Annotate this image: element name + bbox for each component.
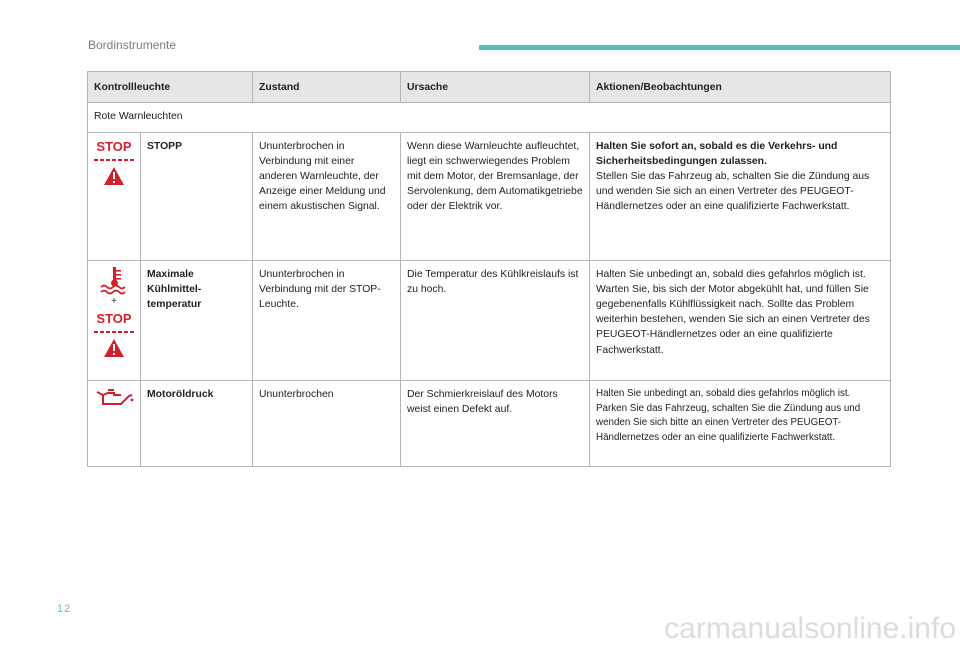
cause-text: Die Temperatur des Kühlkreislaufs ist zu hoch.	[401, 261, 590, 381]
indicator-name: Maximale Kühlmittel-temperatur	[141, 261, 253, 381]
indicator-icon-cell	[88, 133, 141, 261]
warning-lights-table	[87, 71, 891, 467]
table-header-row	[88, 72, 891, 103]
watermark: carmanualsonline.info	[664, 612, 956, 645]
warning-triangle-icon	[103, 338, 125, 358]
indicator-name: STOPP	[141, 133, 253, 261]
column-header-actions: Aktionen/Beobachtungen	[590, 72, 891, 103]
column-header-indicator: Kontrollleuchte	[88, 72, 253, 103]
cause-text: Wenn diese Warnleuchte aufleuchtet, liegt ein schwerwiegendes Problem mit dem Motor, der Bremsanlage, der Servolenkung, dem Automatikgetriebe oder der Elektrik vor.	[401, 133, 590, 261]
page-number: 12	[57, 603, 72, 615]
section-accent-bar	[479, 45, 960, 50]
table-row	[88, 261, 891, 381]
indicator-icon-cell	[88, 261, 141, 381]
indicator-name: Motoröldruck	[141, 381, 253, 467]
table-row	[88, 381, 891, 467]
condition-text: Ununterbrochen	[253, 381, 401, 467]
svg-text:STOP: STOP	[96, 139, 132, 155]
indicator-icon-cell	[88, 381, 141, 467]
plus-sign: +	[111, 296, 117, 308]
section-title: Bordinstrumente	[88, 38, 177, 52]
svg-text:STOP: STOP	[96, 311, 132, 327]
action-cell	[590, 133, 891, 261]
column-header-cause: Ursache	[401, 72, 590, 103]
group-row	[88, 103, 891, 133]
oil-can-icon	[94, 385, 134, 409]
table-row	[88, 133, 891, 261]
stop-icon	[92, 137, 136, 165]
column-header-condition: Zustand	[253, 72, 401, 103]
warning-triangle-icon	[103, 166, 125, 186]
stop-icon	[92, 309, 136, 337]
condition-text: Ununterbrochen in Verbindung mit der STOP-Leuchte.	[253, 261, 401, 381]
action-emphasis: Halten Sie sofort an, sobald es die Verkehrs- und Sicherheitsbedingungen zulassen.	[596, 141, 838, 168]
condition-text: Ununterbrochen in Verbindung mit einer anderen Warnleuchte, der Anzeige einer Meldung und einem akustischen Signal.	[253, 133, 401, 261]
action-text: Stellen Sie das Fahrzeug ab, schalten Sie die Zündung aus und wenden Sie sich an einen Vertreter des PEUGEOT-Händlernetzes oder an eine qualifizierte Fachwerkstatt.	[596, 171, 870, 213]
action-text: Halten Sie unbedingt an, sobald dies gefahrlos möglich ist. Warten Sie, bis sich der Motor abgekühlt hat, und füllen Sie gegebenenfalls Kühlflüssigkeit nach. Sollte das Problem weiterhin bestehen, wenden Sie sich an einen Vertreter des PEUGEOT-Händlernetzes oder an eine qualifizierte Fachwerkstatt.	[590, 261, 891, 381]
action-text: Halten Sie unbedingt an, sobald dies gefahrlos möglich ist. Parken Sie das Fahrzeug, schalten Sie die Zündung aus und wenden Sie sich bitte an einen Vertreter des PEUGEOT-Händlernetzes oder an eine qualifizierte Fachwerkstatt.	[590, 381, 891, 467]
cause-text: Der Schmierkreislauf des Motors weist einen Defekt auf.	[401, 381, 590, 467]
coolant-temperature-icon	[98, 265, 130, 295]
group-label: Rote Warnleuchten	[88, 103, 891, 133]
